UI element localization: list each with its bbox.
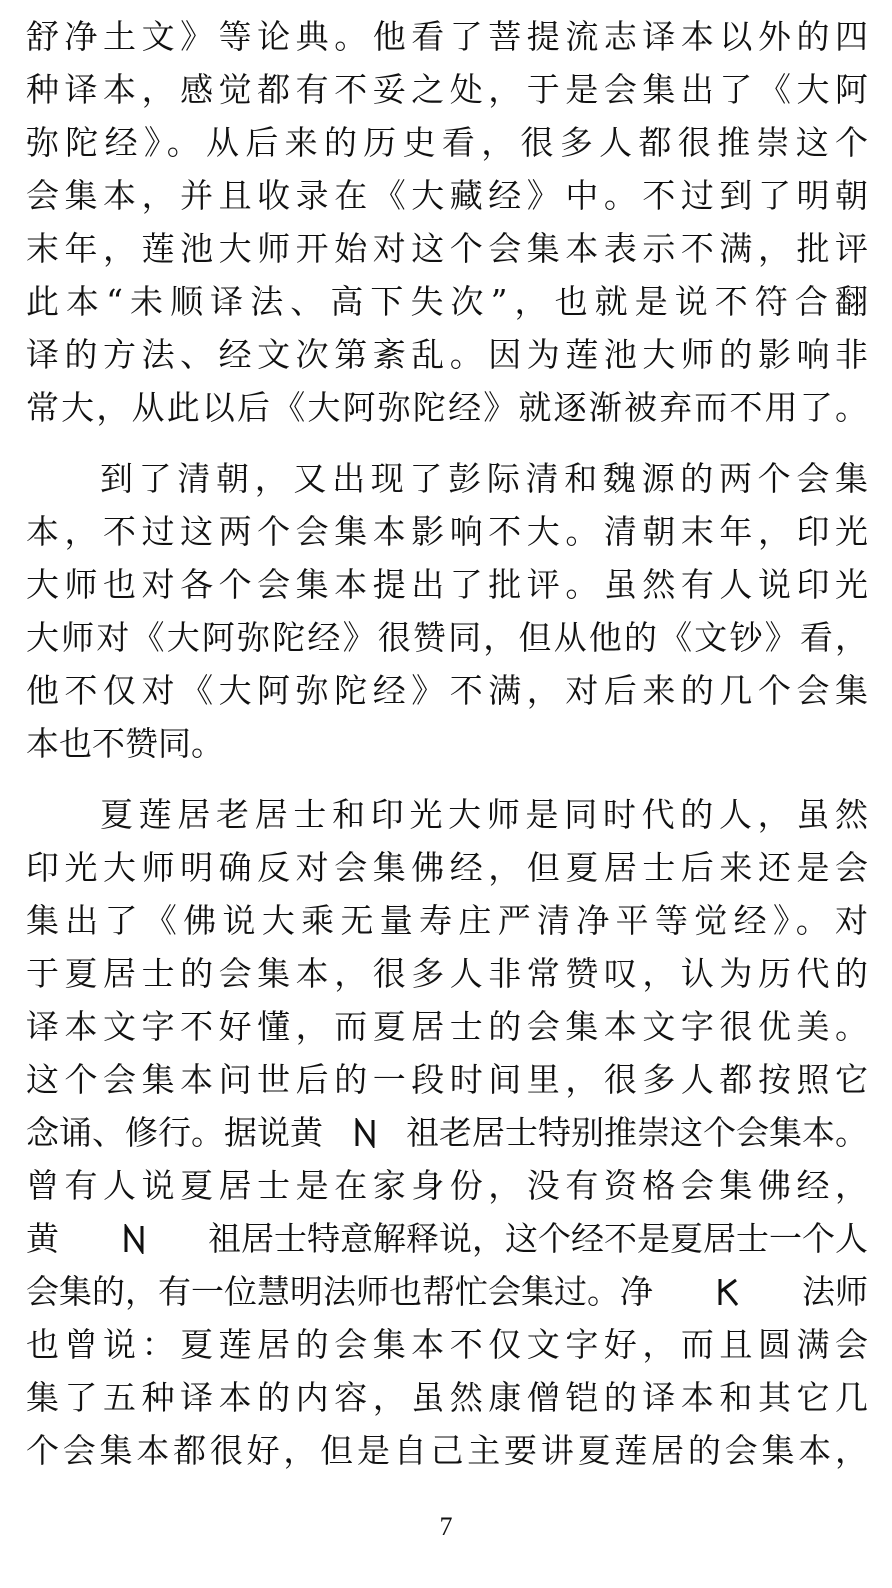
paragraph-1	[26, 10, 868, 434]
text-segment: 会集的，有一位慧明法师也帮忙会集过。净	[26, 1272, 653, 1311]
text-line: 也曾说：夏莲居的会集本不仅文字好，而且圆满会	[26, 1325, 868, 1364]
text-line: 舒净土文》等论典。他看了菩提流志译本以外的四	[26, 17, 868, 56]
text-line: 集出了《佛说大乘无量寿庄严清净平等觉经》。对	[26, 901, 868, 940]
body-text	[26, 10, 868, 1477]
text-line: 大师也对各个会集本提出了批评。虽然有人说印光	[26, 565, 868, 604]
missing-glyph-icon	[354, 1118, 376, 1148]
text-line: 曾有人说夏居士是在家身份，没有资格会集佛经，	[26, 1166, 868, 1205]
text-line: 大师对《大阿弥陀经》很赞同，但从他的《文钞》看，	[26, 618, 868, 657]
text-line: 此本“未顺译法、高下失次”，也就是说不符合翻	[26, 282, 868, 321]
text-line	[26, 1212, 868, 1265]
text-segment: 祖居士特意解释说，这个经不是夏居士一个人	[208, 1219, 868, 1258]
text-line: 本也不赞同。	[26, 724, 224, 763]
text-line	[26, 1106, 868, 1159]
text-line	[26, 1265, 868, 1318]
paragraph-2	[26, 452, 868, 770]
text-line: 种译本，感觉都有不妥之处，于是会集出了《大阿	[26, 70, 868, 109]
text-line: 集了五种译本的内容，虽然康僧铠的译本和其它几	[26, 1378, 868, 1417]
text-line: 他不仅对《大阿弥陀经》不满，对后来的几个会集	[26, 671, 868, 710]
text-line: 印光大师明确反对会集佛经，但夏居士后来还是会	[26, 848, 868, 887]
text-line: 弥陀经》。从后来的历史看，很多人都很推崇这个	[26, 123, 868, 162]
text-segment: 黄	[26, 1219, 59, 1258]
text-line: 末年，莲池大师开始对这个会集本表示不满，批评	[26, 229, 868, 268]
missing-glyph-icon	[123, 1224, 145, 1254]
text-line: 这个会集本问世后的一段时间里，很多人都按照它	[26, 1060, 868, 1099]
text-line: 个会集本都很好，但是自己主要讲夏莲居的会集本，	[26, 1431, 868, 1470]
text-line: 译本文字不好懂，而夏居士的会集本文字很优美。	[26, 1007, 868, 1046]
text-line: 于夏居士的会集本，很多人非常赞叹，认为历代的	[26, 954, 868, 993]
text-segment: 法师	[802, 1272, 868, 1311]
text-segment: 念诵、修行。据说黄	[26, 1113, 323, 1152]
text-line: 会集本，并且收录在《大藏经》中。不过到了明朝	[26, 176, 868, 215]
paragraph-3	[26, 788, 868, 1477]
text-line: 译的方法、经文次第紊乱。因为莲池大师的影响非	[26, 335, 868, 374]
text-line: 本，不过这两个会集本影响不大。清朝末年，印光	[26, 512, 868, 551]
text-line: 夏莲居老居士和印光大师是同时代的人，虽然	[100, 795, 868, 834]
text-line: 到了清朝，又出现了彭际清和魏源的两个会集	[100, 459, 868, 498]
text-segment: 祖老居士特别推崇这个会集本。	[406, 1113, 868, 1152]
missing-glyph-icon	[716, 1277, 740, 1307]
text-line: 常大，从此以后《大阿弥陀经》就逐渐被弃而不用了。	[26, 388, 868, 427]
page-number: 7	[439, 1512, 453, 1541]
